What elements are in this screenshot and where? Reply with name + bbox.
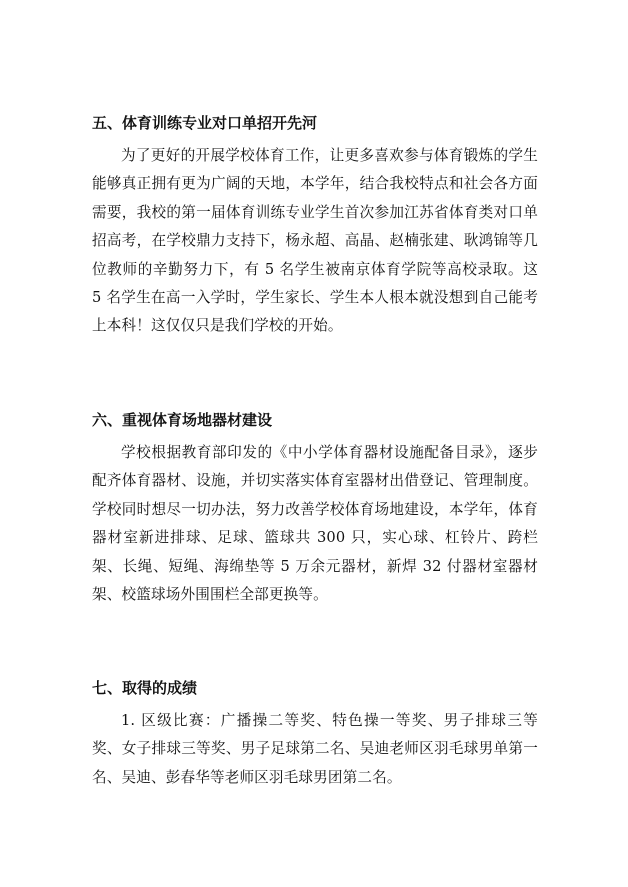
section-title-5: 五、体育训练专业对口单招开先河 [92,114,318,132]
section-paragraph-5: 为了更好的开展学校体育工作，让更多喜欢参与体育锻炼的学生能够真正拥有更为广阔的天地，本学年，结合我校特点和社会各方面需要，我校的第一届体育训练专业学生首次参加江苏省体育类对口单招高考，在学校鼎力支持下，杨永超、高晶、赵楠张建、耿鸿锦等几位教师的辛勤努力下，有 5 名学生被南京体育学院等高校录取。这 5 名学生在高一入学时，学生家长、学生本人根本就没想到自己能考上本科！这仅仅只是我们学校的开始。 [92,147,538,335]
section-paragraph-7: 1. 区级比赛：广播操二等奖、特色操一等奖、男子排球三等奖、女子排球三等奖、男子足球第二名、吴迪老师区羽毛球男单第一名、吴迪、彭春华等老师区羽毛球男团第二名。 [92,712,538,786]
section-paragraph-6: 学校根据教育部印发的《中小学体育器材设施配备目录》，逐步配齐体育器材、设施，并切实落实体育室器材出借登记、管理制度。学校同时想尽一切办法，努力改善学校体育场地建设，本学年，体育器材室新进排球、足球、篮球共 300 只，实心球、杠铃片、跨栏架、长绳、短绳、海绵垫等 5 万余元器材，新焊 32 付器材室器材架、校篮球场外围围栏全部更换等。 [92,444,538,604]
section-title-7: 七、取得的成绩 [92,679,198,697]
section-title-6: 六、重视体育场地器材建设 [92,411,273,429]
